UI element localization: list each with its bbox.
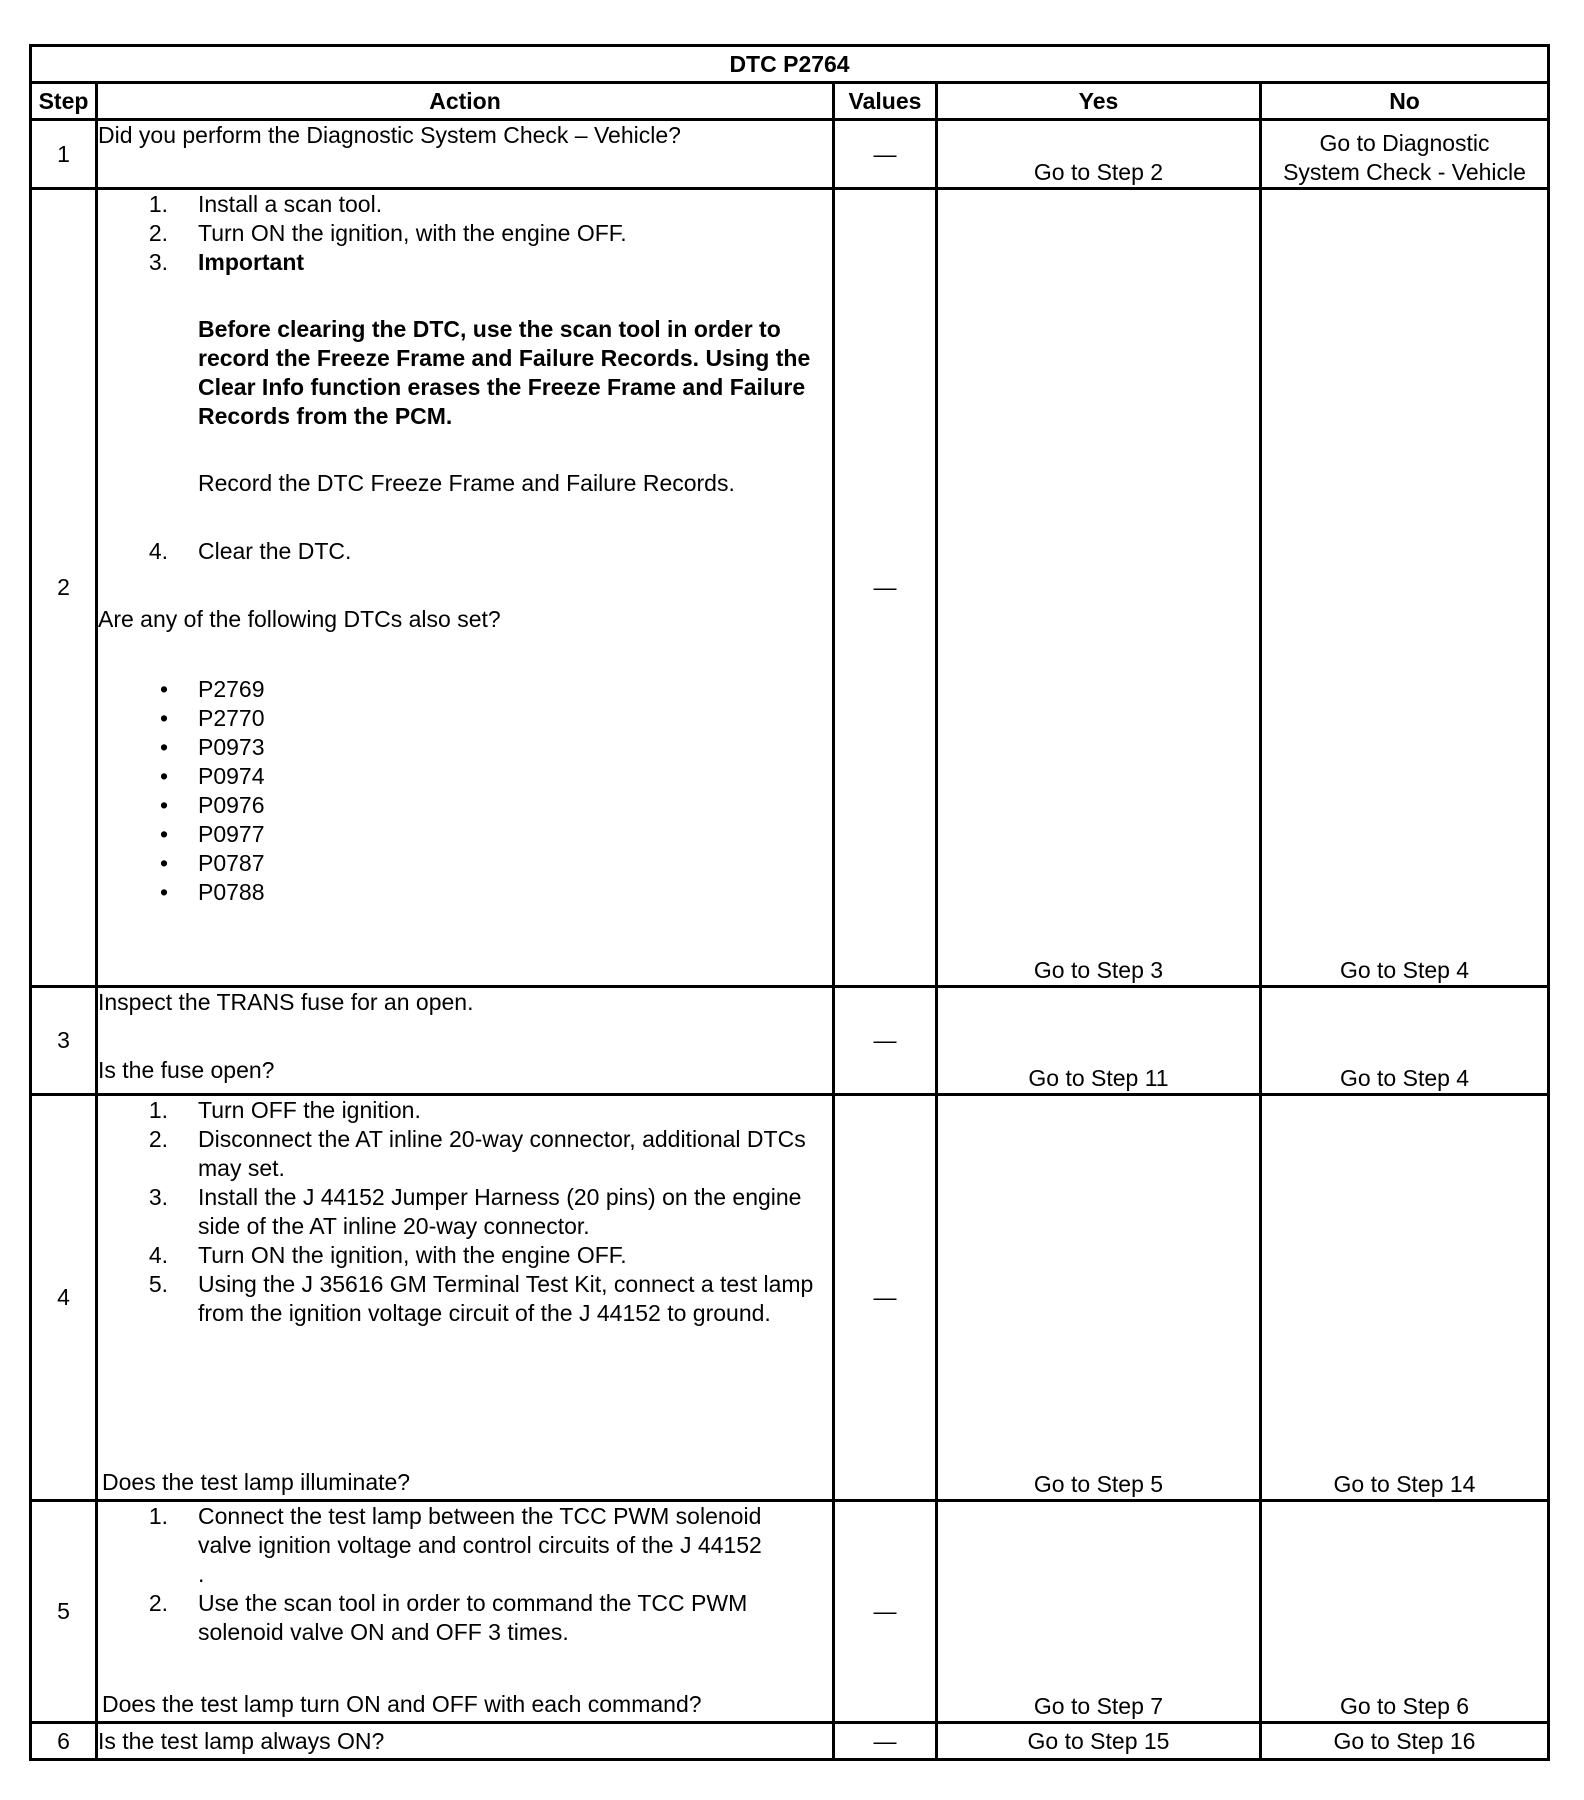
list-item [98, 1096, 832, 1125]
question-text: Does the test lamp turn ON and OFF with each command? [102, 1691, 702, 1717]
step-number: 6 [31, 1723, 97, 1760]
item-text: Clear the DTC. [198, 538, 352, 564]
item-number: 5. [148, 1271, 168, 1297]
question-text: Is the test lamp always ON? [98, 1727, 385, 1754]
no-cell: Go to Step 4 [1261, 189, 1549, 987]
header-no: No [1261, 83, 1549, 120]
dtc-list-item: • P0976 [98, 791, 832, 820]
yes-cell: Go to Step 3 [937, 189, 1261, 987]
header-step: Step [31, 83, 97, 120]
header-action: Action [97, 83, 834, 120]
important-text: Before clearing the DTC, use the scan tool in order to record the Freeze Frame and Failure Records. Using the Clear Info function erases the Freeze Frame and Failure Records from the PCM. [198, 316, 811, 429]
item-number: 3. [148, 1184, 168, 1210]
item-tail: . [198, 1561, 205, 1587]
dtc-list-item: • P0977 [98, 820, 832, 849]
item-text: Connect the test lamp between the TCC PWM solenoid valve ignition voltage and control circuits of the J 44152 [198, 1503, 762, 1558]
no-line-1: Go to Diagnostic [1319, 130, 1490, 156]
dtc-table [29, 44, 1550, 1761]
item-text: Using the J 35616 GM Terminal Test Kit, connect a test lamp from the ignition voltage circuit of the J 44152 to ground. [198, 1271, 814, 1326]
table-row-step-3 [31, 987, 1549, 1095]
important-heading: Important [198, 249, 305, 275]
question-text: Did you perform the Diagnostic System Check – Vehicle? [98, 122, 681, 148]
header-values: Values [834, 83, 937, 120]
table-row-step-4 [31, 1095, 1549, 1501]
item-number: 4. [148, 538, 168, 564]
item-number: 3. [148, 249, 168, 275]
item-number: 1. [148, 1097, 168, 1123]
item-text: Turn ON the ignition, with the engine OFF. [198, 1242, 627, 1268]
values-cell: — [834, 1095, 937, 1501]
list-item [98, 219, 832, 248]
dtc-list-item: • P0788 [98, 878, 832, 907]
list-item [98, 1589, 832, 1647]
action-cell [97, 987, 834, 1095]
item-number: 1. [148, 1503, 168, 1529]
bullet: • [159, 705, 168, 731]
bullet: • [159, 821, 168, 847]
step-number: 4 [31, 1095, 97, 1501]
values-cell: — [834, 987, 937, 1095]
action-cell [97, 120, 834, 189]
record-text: Record the DTC Freeze Frame and Failure Records. [198, 470, 735, 496]
no-line-2: System Check - Vehicle [1283, 159, 1526, 185]
table-row-step-2 [31, 189, 1549, 987]
values-cell: — [834, 1723, 937, 1760]
values-cell: — [834, 120, 937, 189]
no-cell: Go to Step 6 [1261, 1501, 1549, 1723]
list-item [98, 190, 832, 219]
item-text: Turn ON the ignition, with the engine OFF. [198, 220, 627, 246]
bullet: • [159, 792, 168, 818]
important-note [98, 315, 832, 431]
values-cell: — [834, 1501, 937, 1723]
step-number: 3 [31, 987, 97, 1095]
action-cell [97, 189, 834, 987]
dtc-list-item: • P2770 [98, 704, 832, 733]
bullet: • [159, 676, 168, 702]
yes-cell: Go to Step 2 [937, 120, 1261, 189]
table-row-step-1 [31, 120, 1549, 189]
yes-cell: Go to Step 7 [937, 1501, 1261, 1723]
list-item [98, 1270, 832, 1328]
no-cell: Go to Step 16 [1261, 1723, 1549, 1760]
dtc-list-item: • P0973 [98, 733, 832, 762]
item-text: Disconnect the AT inline 20-way connector, additional DTCs may set. [198, 1126, 806, 1181]
step-number: 1 [31, 120, 97, 189]
header-yes: Yes [937, 83, 1261, 120]
bullet: • [159, 734, 168, 760]
question-text: Are any of the following DTCs also set? [98, 606, 501, 632]
list-item [98, 1125, 832, 1183]
values-cell: — [834, 189, 937, 987]
list-item [98, 248, 832, 277]
item-text: Install a scan tool. [198, 191, 383, 217]
bullet: • [159, 763, 168, 789]
dtc-list-item: • P2769 [98, 675, 832, 704]
yes-cell: Go to Step 11 [937, 987, 1261, 1095]
item-text: Turn OFF the ignition. [198, 1097, 421, 1123]
item-number: 2. [148, 220, 168, 246]
list-item [98, 1241, 832, 1270]
no-cell: Go to Step 14 [1261, 1095, 1549, 1501]
step-number: 2 [31, 189, 97, 987]
dtc-list [98, 675, 832, 907]
dtc-list-item: • P0787 [98, 849, 832, 878]
no-cell [1261, 120, 1549, 189]
item-text: Use the scan tool in order to command the TCC PWM solenoid valve ON and OFF 3 times. [198, 1590, 748, 1645]
yes-cell: Go to Step 15 [937, 1723, 1261, 1760]
no-cell: Go to Step 4 [1261, 987, 1549, 1095]
record-instruction [98, 469, 832, 498]
table-title: DTC P2764 [31, 46, 1549, 83]
question-text: Does the test lamp illuminate? [102, 1469, 411, 1495]
item-text: Install the J 44152 Jumper Harness (20 pins) on the engine side of the AT inline 20-way connector. [198, 1184, 802, 1239]
list-item [98, 537, 832, 566]
table-row-step-6 [31, 1723, 1549, 1760]
dtc-list-item: • P0974 [98, 762, 832, 791]
item-number: 2. [148, 1126, 168, 1152]
list-item [98, 1183, 832, 1241]
item-number: 1. [148, 191, 168, 217]
step-number: 5 [31, 1501, 97, 1723]
table-row-step-5 [31, 1501, 1549, 1723]
yes-cell: Go to Step 5 [937, 1095, 1261, 1501]
bullet: • [159, 879, 168, 905]
bullet: • [159, 850, 168, 876]
item-number: 2. [148, 1590, 168, 1616]
action-cell [97, 1095, 834, 1501]
list-item [98, 1502, 832, 1560]
action-cell [97, 1723, 834, 1760]
list-item-tail [98, 1560, 832, 1589]
question-text: Is the fuse open? [98, 1057, 275, 1083]
item-number: 4. [148, 1242, 168, 1268]
action-text: Inspect the TRANS fuse for an open. [98, 989, 474, 1015]
action-cell [97, 1501, 834, 1723]
